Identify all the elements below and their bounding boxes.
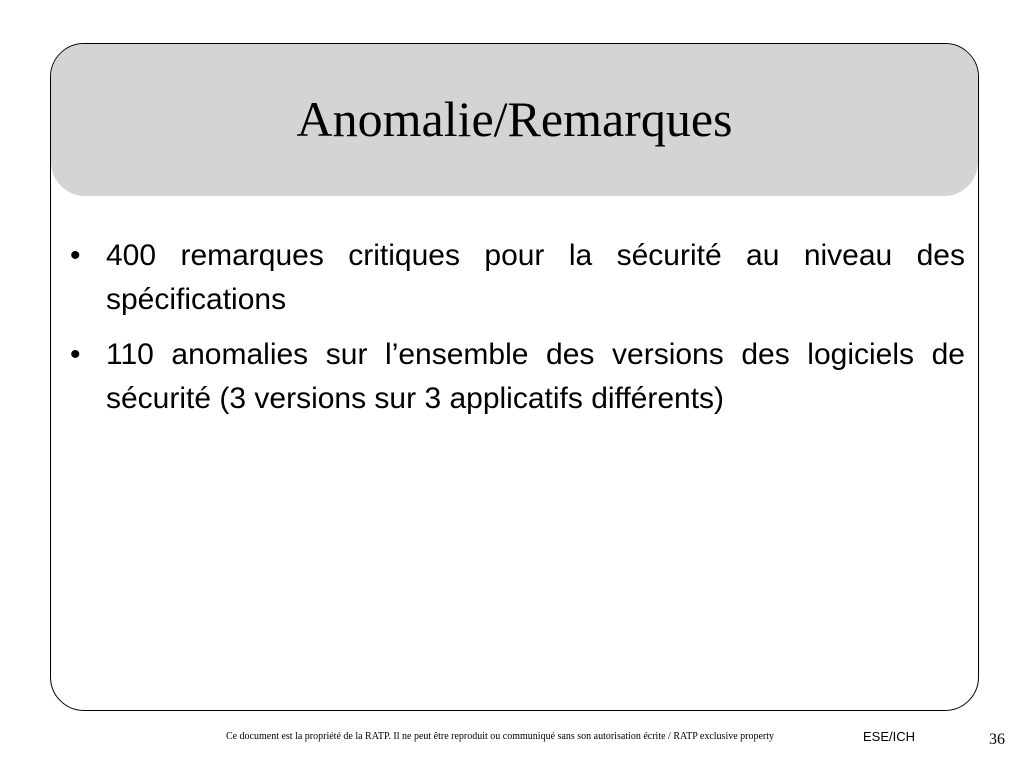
footer-code: ESE/ICH [863,729,916,744]
bullet-text: 400 remarques critiques pour la sécurité au niveau des spécifications [106,239,965,316]
bullet-text: 110 anomalies sur l’ensemble des versions des logiciels de sécurité (3 versions sur 3 applicatifs différents) [106,338,965,415]
slide-frame [50,43,979,711]
page-number: 36 [989,731,1005,748]
slide-title: Anomalie/Remarques [296,91,733,147]
bullet-item [68,333,965,421]
bullet-marker: • [70,338,81,371]
bullet-marker: • [70,239,81,272]
title-band [51,44,978,196]
bullet-item [68,234,965,322]
bullet-list [68,234,965,432]
footer-notice: Ce document est la propriété de la RATP. Il ne peut être reproduit ou communiqué sans son autorisation écrite / RATP exclusive property [225,731,775,742]
